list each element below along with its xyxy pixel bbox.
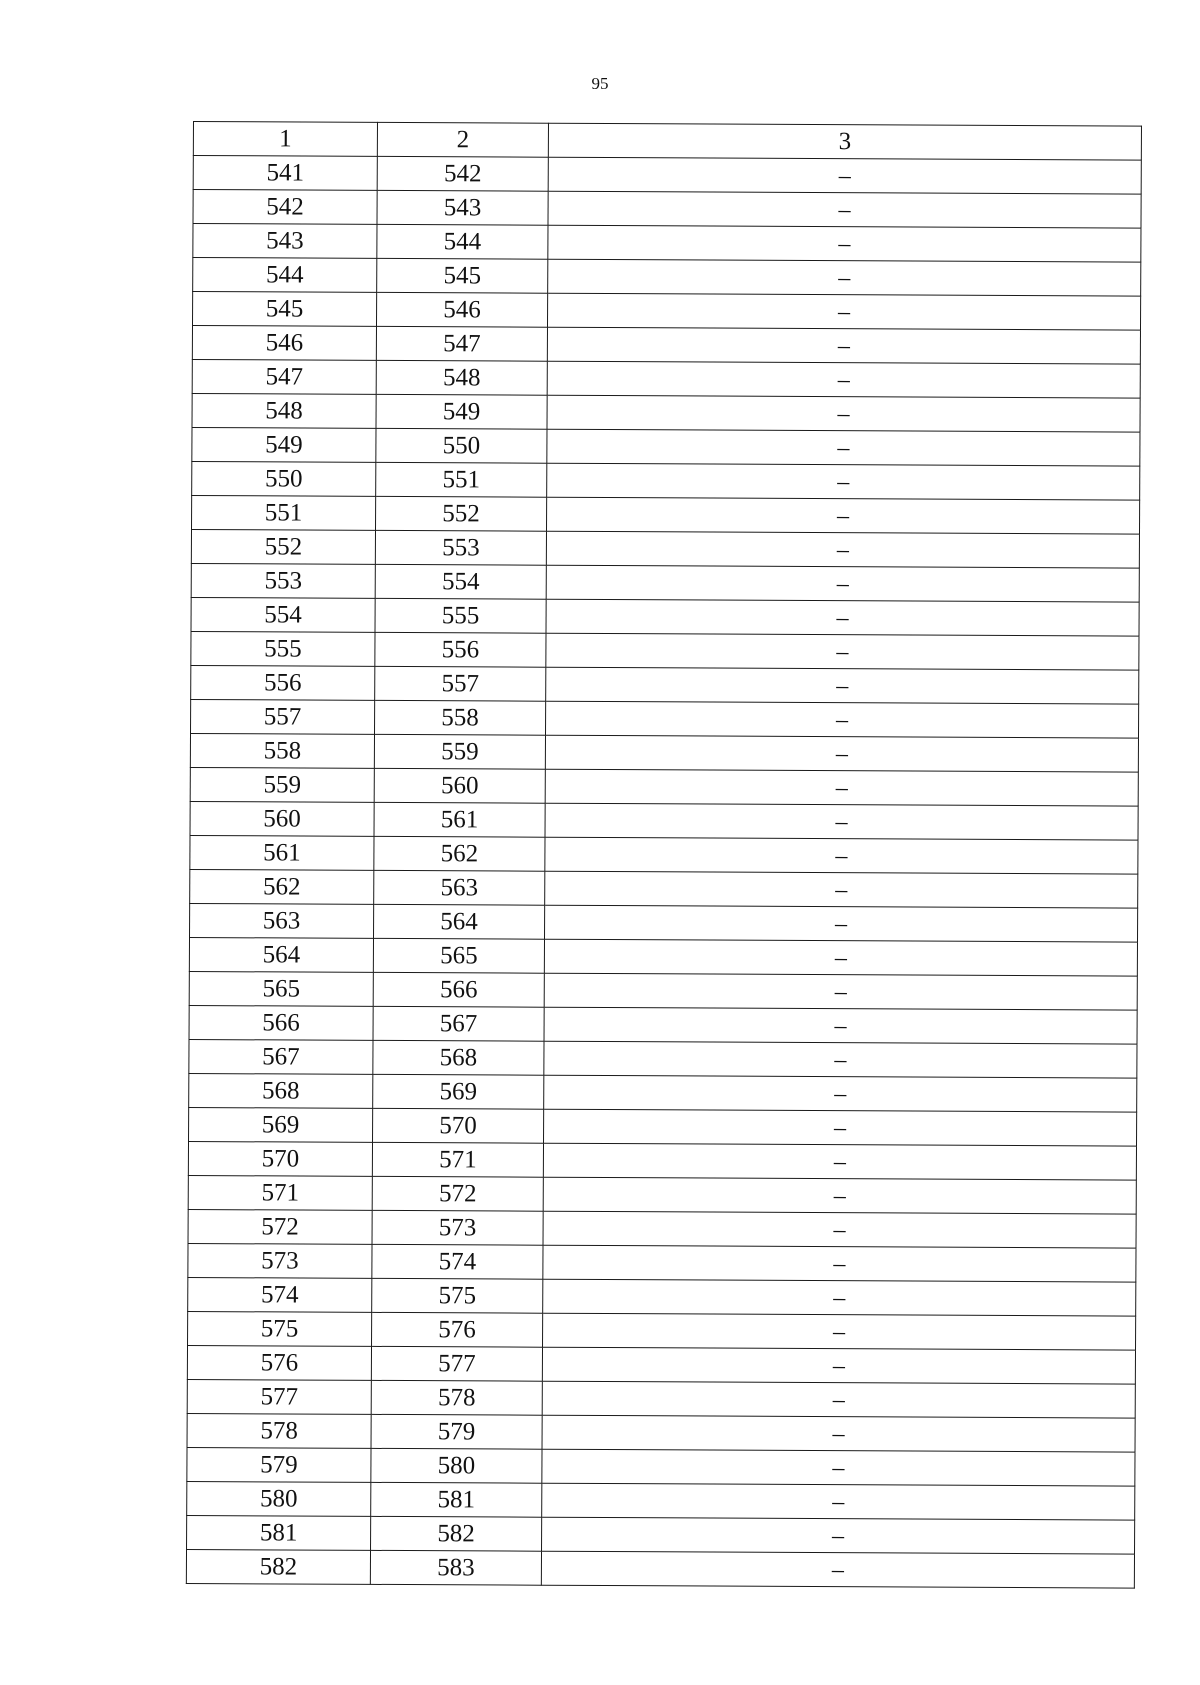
table-row	[191, 597, 1139, 636]
table-cell-col-3: –	[546, 565, 1139, 602]
table-body	[186, 156, 1141, 1589]
table-cell-col-1: 570	[188, 1141, 372, 1176]
table-row	[187, 1515, 1135, 1554]
table-cell-col-1: 581	[187, 1515, 371, 1550]
table-cell-col-3: –	[543, 1143, 1136, 1180]
table-row	[186, 1549, 1134, 1588]
table-row	[189, 1039, 1137, 1078]
table-row	[187, 1345, 1135, 1384]
table-cell-col-3: –	[543, 1211, 1136, 1248]
table-cell-col-3: –	[546, 633, 1139, 670]
table-row	[190, 903, 1138, 942]
table-cell-col-3: –	[542, 1347, 1135, 1384]
table-cell-col-3: –	[547, 293, 1140, 330]
table-cell-col-2: 559	[374, 734, 545, 769]
table-cell-col-1: 564	[189, 937, 373, 972]
table-row	[193, 190, 1141, 229]
table-cell-col-2: 577	[371, 1346, 542, 1381]
table-cell-col-1: 565	[189, 971, 373, 1006]
table-cell-col-2: 571	[372, 1142, 543, 1177]
table-row	[193, 292, 1141, 331]
table-cell-col-1: 545	[193, 292, 377, 327]
table-cell-col-1: 543	[193, 224, 377, 259]
table-cell-col-2: 564	[374, 904, 545, 939]
table-cell-col-3: –	[546, 497, 1139, 534]
table-cell-col-1: 544	[193, 258, 377, 293]
data-table	[186, 121, 1142, 1589]
table-cell-col-3: –	[542, 1415, 1135, 1452]
table-cell-col-1: 542	[193, 190, 377, 225]
table-row	[189, 1005, 1137, 1044]
table-cell-col-1: 552	[191, 529, 375, 564]
table-row	[190, 733, 1138, 772]
table-cell-col-3: –	[542, 1381, 1135, 1418]
table-cell-col-2: 573	[372, 1210, 543, 1245]
table-cell-col-2: 583	[370, 1550, 541, 1585]
table-cell-col-3: –	[545, 905, 1138, 942]
table-row	[193, 224, 1141, 263]
table-row	[188, 1175, 1136, 1214]
table-cell-col-1: 572	[188, 1209, 372, 1244]
table-row	[193, 258, 1141, 297]
table-cell-col-1: 563	[190, 903, 374, 938]
table-cell-col-2: 576	[372, 1312, 543, 1347]
table-cell-col-2: 574	[372, 1244, 543, 1279]
table-cell-col-2: 546	[376, 292, 547, 327]
table-cell-col-1: 569	[189, 1107, 373, 1142]
table-cell-col-2: 557	[375, 666, 546, 701]
table-row	[191, 665, 1139, 704]
table-row	[191, 563, 1139, 602]
table-cell-col-1: 546	[192, 326, 376, 361]
table-cell-col-2: 562	[374, 836, 545, 871]
table-cell-col-2: 543	[377, 190, 548, 225]
table-cell-col-3: –	[545, 871, 1138, 908]
table-cell-col-1: 579	[187, 1447, 371, 1482]
table-cell-col-3: –	[546, 667, 1139, 704]
table-cell-col-1: 561	[190, 835, 374, 870]
table-cell-col-1: 566	[189, 1005, 373, 1040]
table-cell-col-3: –	[542, 1449, 1135, 1486]
table-cell-col-3: –	[543, 1313, 1136, 1350]
table-cell-col-2: 553	[375, 530, 546, 565]
table-row	[192, 427, 1140, 466]
table-cell-col-3: –	[542, 1517, 1135, 1554]
table-row	[191, 631, 1139, 670]
table-cell-col-3: –	[547, 361, 1140, 398]
table-cell-col-1: 551	[192, 495, 376, 530]
table-cell-col-3: –	[544, 939, 1137, 976]
table-cell-col-1: 568	[189, 1073, 373, 1108]
table-cell-col-3: –	[542, 1483, 1135, 1520]
table-row	[192, 359, 1140, 398]
table-cell-col-1: 571	[188, 1175, 372, 1210]
table-cell-col-1: 550	[192, 461, 376, 496]
table-row	[188, 1209, 1136, 1248]
table-cell-col-2: 551	[376, 462, 547, 497]
table-cell-col-1: 559	[190, 767, 374, 802]
table-row	[189, 1073, 1137, 1112]
table-cell-col-1: 578	[187, 1413, 371, 1448]
table-row	[190, 869, 1138, 908]
table-cell-col-1: 573	[188, 1243, 372, 1278]
table-cell-col-2: 568	[373, 1040, 544, 1075]
table-cell-col-1: 574	[188, 1277, 372, 1312]
table-cell-col-3: –	[545, 837, 1138, 874]
table-cell-col-3: –	[544, 1041, 1137, 1078]
table-cell-col-2: 544	[377, 224, 548, 259]
table-cell-col-3: –	[544, 973, 1137, 1010]
table-cell-col-2: 555	[375, 598, 546, 633]
table-cell-col-3: –	[548, 225, 1141, 262]
table-cell-col-3: –	[548, 259, 1141, 296]
table-row	[187, 1379, 1135, 1418]
table-cell-col-2: 563	[374, 870, 545, 905]
table-cell-col-2: 556	[375, 632, 546, 667]
table-row	[192, 495, 1140, 534]
table-row	[187, 1413, 1135, 1452]
table-cell-col-2: 558	[375, 700, 546, 735]
table-cell-col-3: –	[543, 1177, 1136, 1214]
table-cell-col-2: 560	[374, 768, 545, 803]
table-row	[188, 1311, 1136, 1350]
table-cell-col-3: –	[544, 1075, 1137, 1112]
table-cell-col-2: 550	[376, 428, 547, 463]
table-cell-col-2: 565	[373, 938, 544, 973]
table-cell-col-3: –	[548, 157, 1141, 194]
table-cell-col-2: 554	[375, 564, 546, 599]
table-cell-col-1: 548	[192, 393, 376, 428]
table-cell-col-1: 557	[191, 699, 375, 734]
table-cell-col-1: 580	[187, 1481, 371, 1516]
table-cell-col-1: 567	[189, 1039, 373, 1074]
table-cell-col-3: –	[547, 429, 1140, 466]
table-cell-col-2: 575	[372, 1278, 543, 1313]
table-row	[192, 393, 1140, 432]
table-cell-col-3: –	[546, 701, 1139, 738]
table-cell-col-2: 542	[377, 156, 548, 191]
table-cell-col-1: 575	[188, 1311, 372, 1346]
table-cell-col-1: 556	[191, 665, 375, 700]
table-cell-col-2: 582	[371, 1516, 542, 1551]
table-cell-col-1: 549	[192, 427, 376, 462]
table-row	[192, 461, 1140, 500]
table-cell-col-2: 547	[376, 326, 547, 361]
table-row	[189, 937, 1137, 976]
table-cell-col-2: 545	[377, 258, 548, 293]
table-cell-col-3: –	[543, 1245, 1136, 1282]
table-cell-col-2: 566	[373, 972, 544, 1007]
table-cell-col-3: –	[547, 327, 1140, 364]
table-row	[189, 971, 1137, 1010]
table-cell-col-2: 569	[373, 1074, 544, 1109]
table-cell-col-3: –	[546, 599, 1139, 636]
table-cell-col-2: 572	[372, 1176, 543, 1211]
table-cell-col-3: –	[543, 1279, 1136, 1316]
table-row	[187, 1447, 1135, 1486]
table-cell-col-3: –	[547, 463, 1140, 500]
table-row	[192, 326, 1140, 365]
table-cell-col-2: 552	[376, 496, 547, 531]
table-cell-col-1: 558	[190, 733, 374, 768]
table-cell-col-3: –	[544, 1109, 1137, 1146]
table-cell-col-1: 555	[191, 631, 375, 666]
table-cell-col-1: 554	[191, 597, 375, 632]
column-header-2: 2	[377, 122, 548, 157]
table-cell-col-3: –	[546, 531, 1139, 568]
table-cell-col-1: 577	[187, 1379, 371, 1414]
table-cell-col-2: 548	[376, 360, 547, 395]
page-number: 95	[591, 74, 609, 93]
table-cell-col-1: 576	[187, 1345, 371, 1380]
table-cell-col-1: 553	[191, 563, 375, 598]
table-cell-col-1: 582	[186, 1549, 370, 1584]
table-header-row	[193, 122, 1141, 161]
table-cell-col-2: 570	[373, 1108, 544, 1143]
table-cell-col-2: 549	[376, 394, 547, 429]
table-row	[191, 529, 1139, 568]
table-cell-col-2: 561	[374, 802, 545, 837]
table-cell-col-3: –	[545, 803, 1138, 840]
table-row	[193, 156, 1141, 195]
table-cell-col-2: 567	[373, 1006, 544, 1041]
table-row	[188, 1141, 1136, 1180]
table-cell-col-2: 578	[371, 1380, 542, 1415]
table-cell-col-1: 541	[193, 156, 377, 191]
table-row	[191, 699, 1139, 738]
column-header-1: 1	[193, 122, 377, 157]
table-cell-col-3: –	[544, 1007, 1137, 1044]
table-cell-col-2: 579	[371, 1414, 542, 1449]
table-row	[188, 1277, 1136, 1316]
table-cell-col-2: 580	[371, 1448, 542, 1483]
table-row	[189, 1107, 1137, 1146]
table-row	[190, 801, 1138, 840]
table-cell-col-3: –	[545, 769, 1138, 806]
table-row	[187, 1481, 1135, 1520]
table-cell-col-3: –	[545, 735, 1138, 772]
column-header-3: 3	[548, 123, 1141, 160]
table-cell-col-3: –	[548, 191, 1141, 228]
table-cell-col-2: 581	[371, 1482, 542, 1517]
table-row	[190, 835, 1138, 874]
table-cell-col-3: –	[541, 1551, 1134, 1588]
table-row	[190, 767, 1138, 806]
table-row	[188, 1243, 1136, 1282]
table-cell-col-1: 560	[190, 801, 374, 836]
table-cell-col-1: 562	[190, 869, 374, 904]
table-cell-col-3: –	[547, 395, 1140, 432]
table-cell-col-1: 547	[192, 359, 376, 394]
